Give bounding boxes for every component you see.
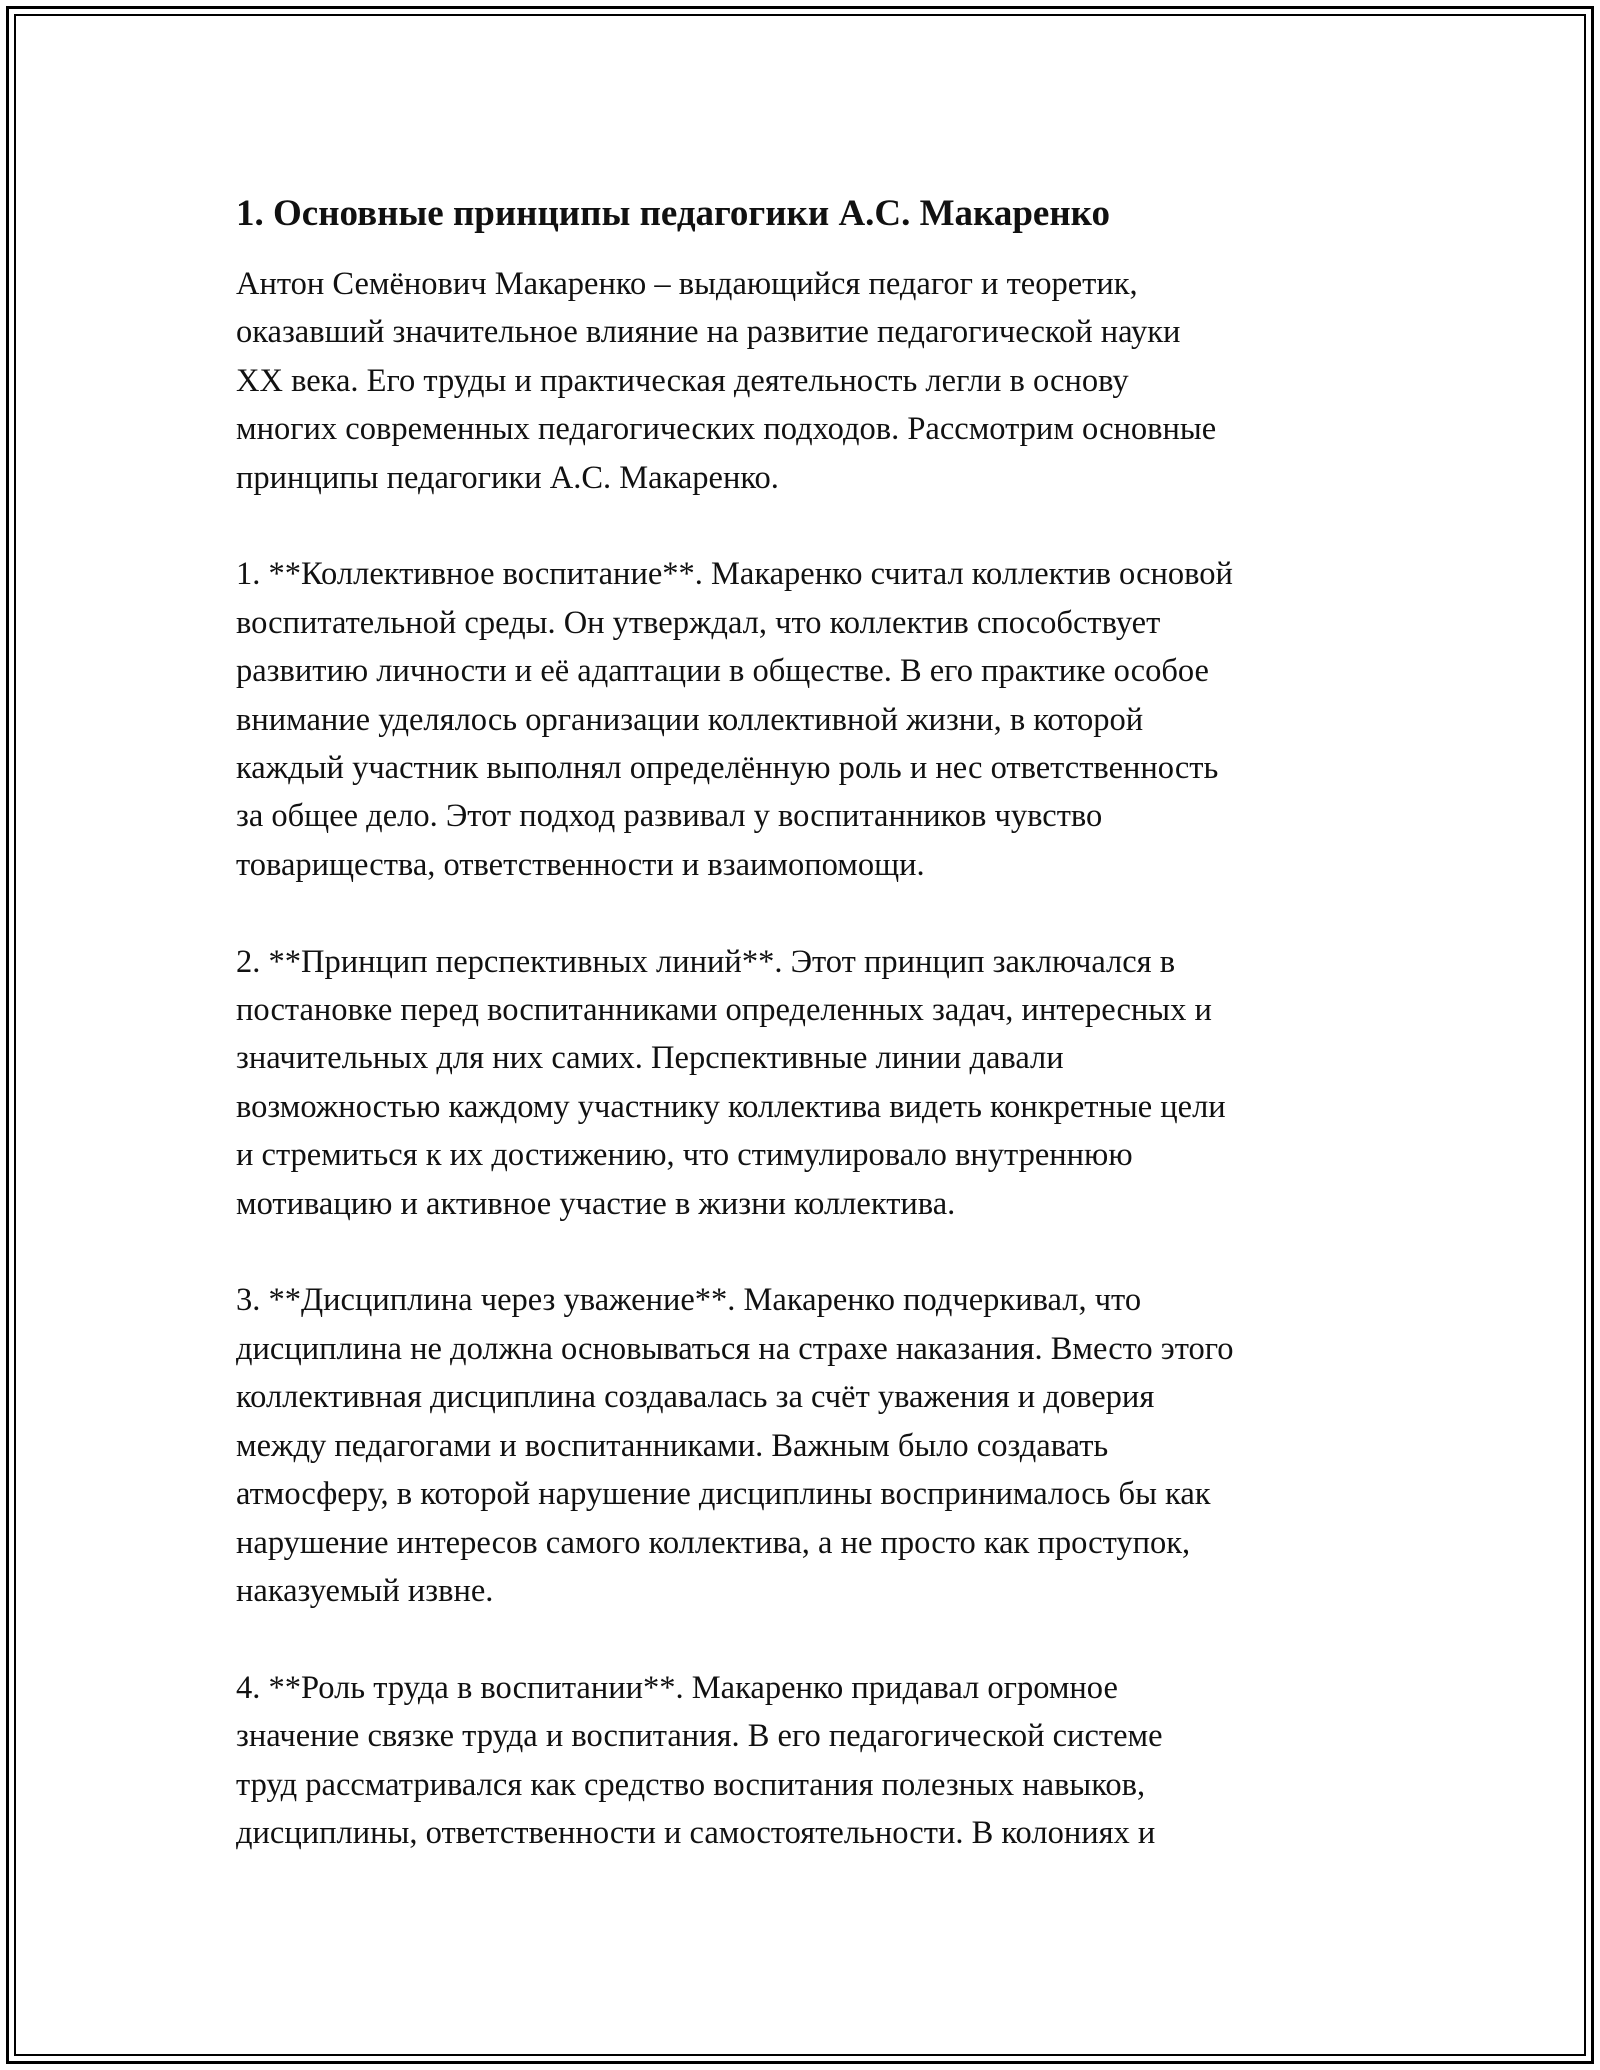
paragraph-labor-role: 4. **Роль труда в воспитании**. Макаренко придавал огромное значение связке труда и воспитания. В его педагогической системе труд рассматривался как средство воспитания полезных навыков, дисциплины, ответственности и самостоятельности. В колониях и (236, 1669, 1163, 1851)
document-page (236, 188, 1386, 1906)
section-heading: 1. Основные принципы педагогики А.С. Макаренко (236, 193, 1110, 234)
paragraph-discipline-respect: 3. **Дисциплина через уважение**. Макаренко подчеркивал, что дисциплина не должна основываться на страхе наказания. Вместо этого коллективная дисциплина создавалась за счёт уважения и доверия между педагогами и воспитанниками. Важным было создавать атмосферу, в которой нарушение дисциплины воспринималось бы как нарушение интересов самого коллектива, а не просто как проступок, наказуемый извне. (236, 1282, 1234, 1609)
paragraph-collective-upbringing: 1. **Коллективное воспитание**. Макаренко считал коллектив основой воспитательной среды. Он утверждал, что коллектив способствует развитию личности и её адаптации в обществе. В его практике особое внимание уделялось организации коллективной жизни, в которой каждый участник выполнял определённую роль и нес ответственность за общее дело. Этот подход развивал у воспитанников чувство товарищества, ответственности и взаимопомощи. (236, 556, 1233, 883)
paragraph-intro: Антон Семёнович Макаренко – выдающийся педагог и теоретик, оказавший значительное влияние на развитие педагогической науки XX века. Его труды и практическая деятельность легли в основу многих современных педагогических подходов. Рассмотрим основные принципы педагогики А.С. Макаренко. (236, 266, 1217, 496)
paragraph-perspective-lines: 2. **Принцип перспективных линий**. Этот принцип заключался в постановке перед воспитанниками определенных задач, интересных и значительных для них самих. Перспективные линии давали возможностью каждому участнику коллектива видеть конкретные цели и стремиться к их достижению, что стимулировало внутреннюю мотивацию и активное участие в жизни коллектива. (236, 943, 1226, 1222)
